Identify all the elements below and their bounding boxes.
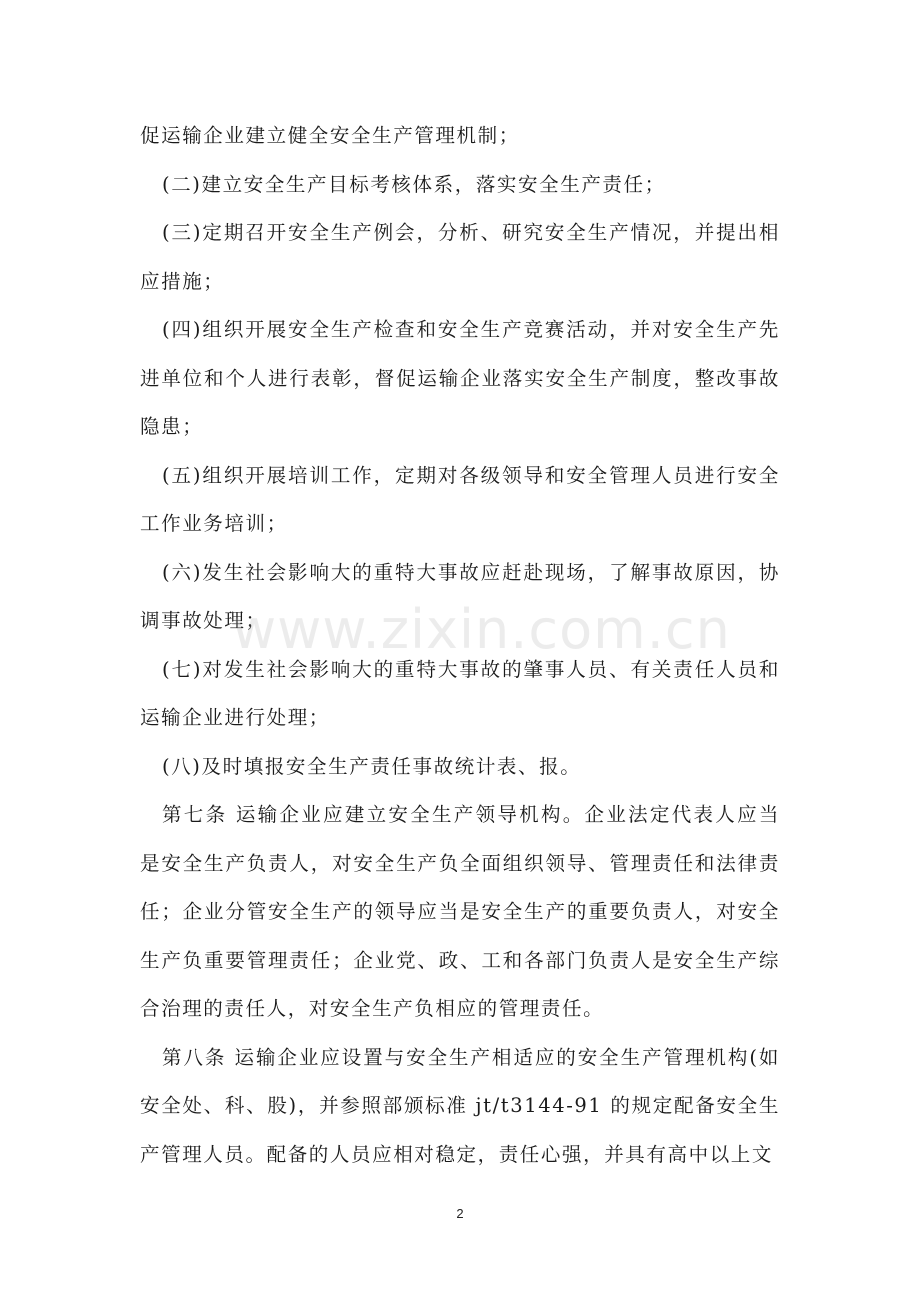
page-number: 2 — [456, 1206, 464, 1221]
paragraph-item-5: (五)组织开展培训工作，定期对各级领导和安全管理人员进行安全工作业务培训； — [140, 463, 780, 535]
paragraph-item-2: (二)建立安全生产目标考核体系，落实安全生产责任； — [162, 172, 666, 196]
document-body — [140, 112, 780, 1179]
paragraph-item-8: (八)及时填报安全生产责任事故统计表、报。 — [162, 754, 582, 778]
paragraph-item-3: (三)定期召开安全生产例会，分析、研究安全生产情况，并提出相应措施； — [140, 221, 780, 293]
paragraph-continuation: 促运输企业建立健全安全生产管理机制； — [140, 124, 520, 147]
article-8-paragraph: 第八条 运输企业应设置与安全生产相适应的安全生产管理机构(如安全处、科、股)，并参照部颁标准 jt/t3144-91 的规定配备安全生产管理人员。配备的人员应相对稳定，责任心强，并具有高中以上文 — [140, 1045, 780, 1166]
paragraph-item-7: (七)对发生社会影响大的重特大事故的肇事人员、有关责任人员和运输企业进行处理； — [140, 657, 780, 729]
paragraph-item-4: (四)组织开展安全生产检查和安全生产竞赛活动，并对安全生产先进单位和个人进行表彰，督促运输企业落实安全生产制度，整改事故隐患； — [140, 318, 780, 438]
article-7-paragraph: 第七条 运输企业应建立安全生产领导机构。企业法定代表人应当是安全生产负责人，对安全生产负全面组织领导、管理责任和法律责任；企业分管安全生产的领导应当是安全生产的重要负责人，对安全生产负重要管理责任；企业党、政、工和各部门负责人是安全生产综合治理的责任人，对安全生产负相应的管理责任。 — [140, 803, 780, 1020]
watermark-text: www.zixin.com.cn — [232, 598, 731, 661]
paragraph-item-6: (六)发生社会影响大的重特大事故应赶赴现场，了解事故原因，协调事故处理； — [140, 560, 780, 632]
